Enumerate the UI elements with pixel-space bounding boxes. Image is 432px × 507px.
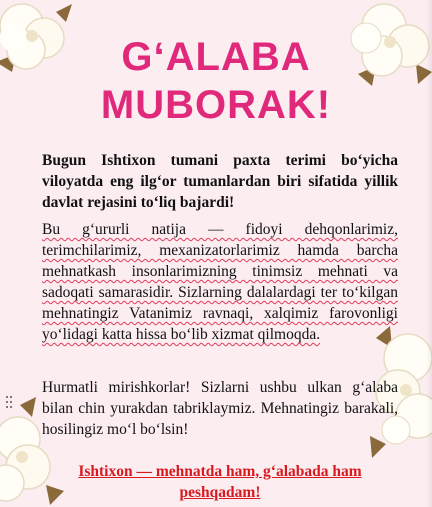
greeting-paragraph[interactable]: Hurmatli mirishkorlar! Sizlarni ushbu ulkan g‘alaba bilan chin yurakdan tabriklaymiz. Mehnatingiz barakali, hosilingiz mo‘l bo‘lsin! [42,379,398,438]
page-edge [426,0,432,507]
page-title: G‘ALABA [121,35,311,79]
drag-handle-icon[interactable] [6,396,14,410]
body-paragraph[interactable] [42,219,398,345]
page-title-line2: MUBORAK! [100,83,332,127]
intro-paragraph[interactable]: Bugun Ishtixon tumani paxta terimi bo‘yicha viloyatda eng ilg‘or tumanlardan biri sifatida yillik davlat rejasini to‘liq bajardi! [42,152,398,211]
paragraph-text: Bu g‘ururli natija — fidoyi dehqonlarimiz, terimchilarimiz, mexanizatorlarimiz hamda barcha mehnatkash insonlarimizning tinimsiz mehnati va sadoqati samarasidir. Sizlarning dalalardagi ter to‘kilgan mehnatingiz Vatanimiz ravnaqi, xalqimiz farovonligi yo‘lidagi katta hissa bo‘lib xizmat qilmoqda. [42,221,398,343]
signature-line[interactable]: Ishtixon — mehnatda ham, g‘alabada ham peshqadam! [78,463,362,501]
